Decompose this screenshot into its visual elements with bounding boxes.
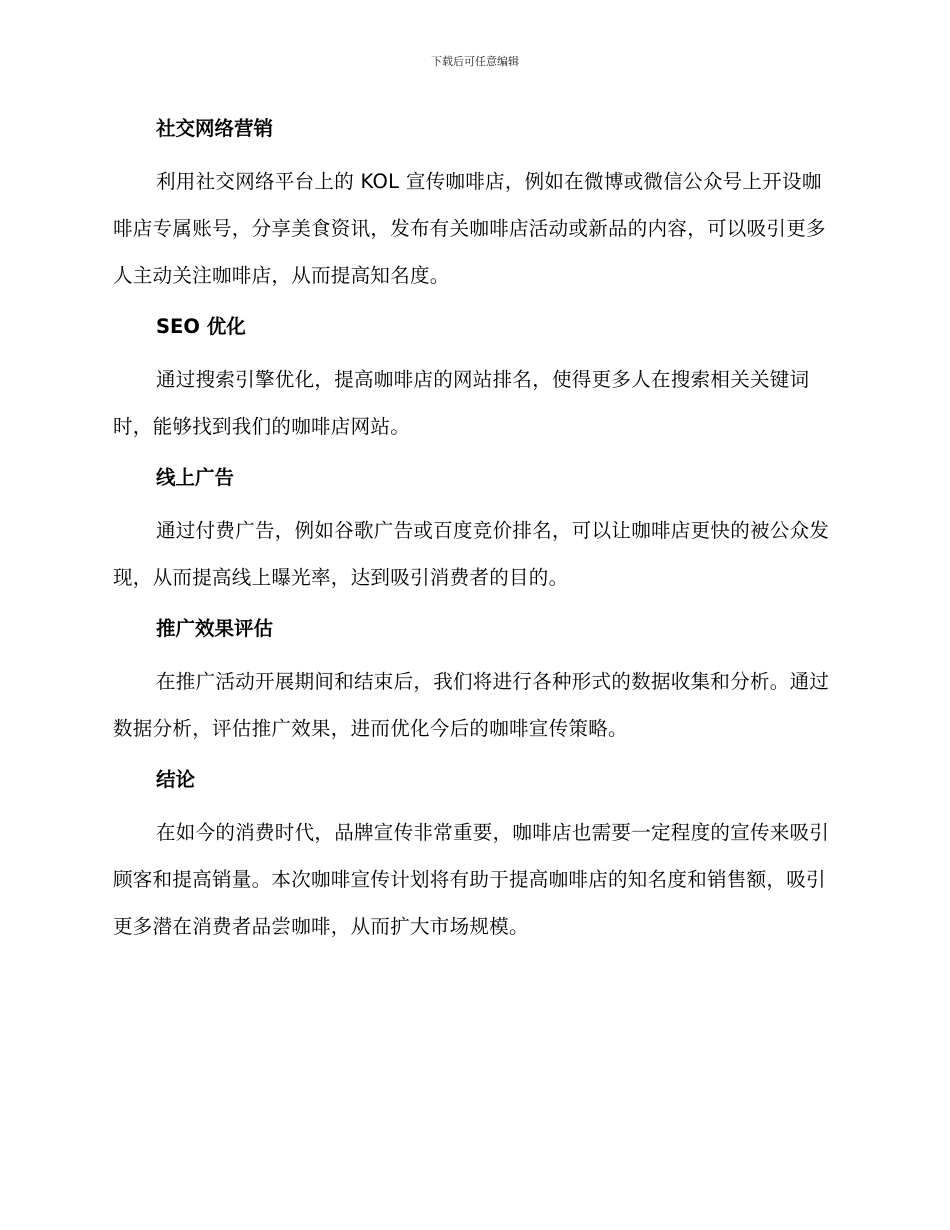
section-seo [113, 308, 833, 450]
section-paragraph: 在推广活动开展期间和结束后，我们将进行各种形式的数据收集和分析。通过数据分析，评估推广效果，进而优化今后的咖啡宣传策略。 [113, 670, 830, 740]
section-heading: 推广效果评估 [156, 617, 274, 640]
section-heading: 社交网络营销 [156, 117, 274, 140]
section-heading: SEO 优化 [156, 315, 246, 338]
document-content [113, 110, 833, 959]
section-paragraph: 通过搜索引擎优化，提高咖啡店的网站排名，使得更多人在搜索相关关键词时，能够找到我们的咖啡店网站。 [113, 368, 810, 438]
section-heading: 线上广告 [156, 466, 235, 489]
section-heading: 结论 [156, 768, 196, 791]
section-paragraph: 利用社交网络平台上的 KOL 宣传咖啡店，例如在微博或微信公众号上开设咖啡店专属账号，分享美食资讯，发布有关咖啡店活动或新品的内容，可以吸引更多人主动关注咖啡店，从而提高知名度。 [113, 170, 826, 287]
section-conclusion [113, 761, 833, 950]
section-paragraph: 通过付费广告，例如谷歌广告或百度竞价排名，可以让咖啡店更快的被公众发现，从而提高线上曝光率，达到吸引消费者的目的。 [113, 519, 830, 589]
section-social-marketing [113, 110, 833, 299]
page-header-note: 下载后可任意编辑 [431, 55, 519, 68]
section-paragraph: 在如今的消费时代，品牌宣传非常重要，咖啡店也需要一定程度的宣传来吸引顾客和提高销量。本次咖啡宣传计划将有助于提高咖啡店的知名度和销售额，吸引更多潜在消费者品尝咖啡，从而扩大市场规模。 [113, 821, 830, 938]
section-online-ads [113, 459, 833, 601]
section-evaluation [113, 610, 833, 752]
